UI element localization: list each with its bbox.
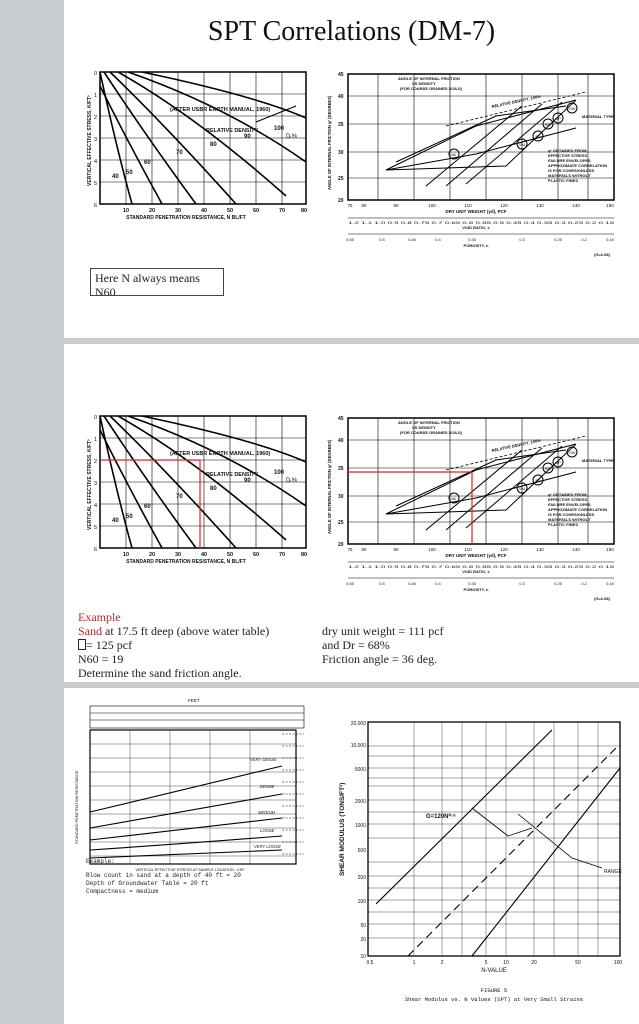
spt-density-chart [70,694,318,884]
y-tick: 45 [338,72,344,78]
note-line: EFFECTIVE STRESS [548,153,588,158]
heading-line: VS DENSITY [412,81,436,86]
y-tick: 40 [338,94,344,100]
x-tick: 20 [148,208,156,214]
y-tick: 4 [94,503,98,509]
porosity-tick: 0.5 [379,581,385,586]
example-line-3: N60 = 19 [78,652,124,666]
example-trace [348,472,472,544]
answer-line-3: Friction angle = 36 deg. [322,652,438,666]
x-axis-label: STANDARD PENETRATION RESISTANCE, N BL/FT [126,215,246,221]
note-line: FAILURE ENVELOPES [548,502,591,507]
soil-type: GP [555,116,561,121]
note-line: FAILURE ENVELOPES [548,158,591,163]
curve-label: 80 [210,142,217,148]
slide-title: SPT Correlations (DM-7) [207,16,496,47]
dr-label: Dᵣ% [286,478,298,484]
y-tick: 50 [360,923,366,929]
density-label: LOOSE [260,828,275,833]
x-tick: 1 [412,960,416,966]
y-tick: 100 [357,899,366,905]
friction-angle-chart [326,66,630,262]
example-label: Example: [86,858,115,865]
soil-type: SM [519,486,525,491]
note-line: APPROXIMATE CORRELATION [548,507,608,512]
x-tick: 70 [278,552,286,558]
x-tick: 0.5 [366,960,374,966]
y-tick: 2 [94,115,98,121]
x-tick: 150 [606,547,614,552]
range-arrows [472,808,532,836]
y-tick: 4 [94,159,98,165]
porosity-tick: 0.35 [468,581,476,586]
y-tick: 5 [94,181,98,187]
figure-caption: Shear Modulus vs. N Values (SPT) at Very Small Strains [404,996,584,1003]
curve-label: 80 [210,486,217,492]
porosity-tick: 0.4 [435,237,441,242]
soil-type: ML [451,152,457,157]
y-tick: 25 [338,176,344,182]
density-label: RELATIVE DENSITY [206,472,259,478]
y-tick: 20 [360,937,366,943]
curve-label: 70 [176,494,183,500]
y-tick: 0 [94,71,98,77]
x-tick: 110 [464,203,472,208]
density-label: VERY LOOSE [254,844,281,849]
y-tick: 10,000 [350,743,366,749]
density-label: DENSE [260,784,275,789]
y-tick: 10 [360,954,366,960]
porosity-tick: 0.2 [581,237,587,242]
feet-label: FEET [188,698,200,703]
note-line: φ' OBTAINED FROM [548,492,587,497]
y-tick: 40 [338,438,344,444]
x-tick: 100 [613,960,623,966]
porosity-tick: 0.55 [346,237,354,242]
rel-density-label: RELATIVE DENSITY, 100% [491,437,542,453]
note-line: MATERIALS WITHOUT [548,517,591,522]
x-tick: 90 [393,203,399,208]
y-tick: 500 [357,848,366,854]
note-line: MATERIALS WITHOUT [548,173,591,178]
porosity-tick: 0.3 [519,581,525,586]
x-tick: 80 [361,547,367,552]
void-ratio-ticks: 1.2 1.1 1.0 0.9 0.8 0.75 0.7 0.65 0.6 0.55 0.5 0.45 0.4 0.35 0.3 0.25 0.2 0.15 [348,221,614,225]
y-tick: 6 [94,203,98,209]
y-tick: 45 [338,416,344,422]
mean-line [408,744,620,956]
example-notes [86,858,316,896]
x-tick: 80 [300,552,308,558]
log-grid [368,722,620,956]
y-tick: 3 [94,137,98,143]
y-axis-label: ANGLE OF INTERNAL FRICTION φ' (DEGREES) [327,95,332,190]
x-tick: 130 [536,547,544,552]
x-axis-label: VERTICAL EFFECTIVE STRESS AT SAMPLE LOCATION - KSF [135,868,245,872]
x-tick: 50 [226,552,234,558]
note-line: IS FOR COHESIONLESS [548,512,595,517]
note-line-1: Here N always means [95,271,200,285]
x-tick: 50 [575,960,581,966]
note-line: PLASTIC FINES [548,178,579,183]
x-tick: 60 [252,208,260,214]
unit-weight-symbol [78,639,86,650]
y-tick: 1 [94,93,98,99]
x-tick: 20 [531,960,537,966]
overburden-chart-example [86,410,314,570]
figure-label: FIGURE 5 [480,987,508,994]
x-tick: 80 [300,208,308,214]
heading-line: ANGLE OF INTERNAL FRICTION [398,76,460,81]
example-line-1 [78,624,328,638]
porosity-tick: 0.55 [346,581,354,586]
y-tick: 200 [357,875,366,881]
y-tick: 35 [338,466,344,472]
depth-scale-box [90,706,304,728]
curve-label: 70 [176,150,183,156]
x-tick: 60 [252,552,260,558]
curve-label: 90 [244,478,251,484]
y-tick: 30 [338,494,344,500]
y-tick: 20,000 [350,721,366,727]
note-box [90,268,224,296]
x-tick: 2 [440,960,444,966]
example-block [78,610,328,680]
density-label: VERY DENSE [250,757,277,762]
heading-line: (FOR COARSE GRAINED SOILS) [400,430,463,435]
note-line-2: N60 [95,285,116,296]
x-axis-label: STANDARD PENETRATION RESISTANCE, N BL/FT [126,559,246,565]
x-tick: 150 [606,203,614,208]
x-tick: 10 [122,552,130,558]
soil-type: GP [555,460,561,465]
example-title: Example [78,610,121,624]
porosity-tick: 0.15 [606,237,614,242]
y-tick: 35 [338,122,344,128]
curve-label: 40 [112,518,119,524]
y-tick: 0 [94,415,98,421]
example-line-4: Determine the sand friction angle. [78,666,242,680]
chart-frame [368,722,620,956]
porosity-tick: 0.25 [554,581,562,586]
x-tick: 130 [536,203,544,208]
void-ratio-ticks: 1.2 1.1 1.0 0.9 0.8 0.75 0.7 0.65 0.6 0.55 0.5 0.45 0.4 0.35 0.3 0.25 0.2 0.15 [348,565,614,569]
friction-angle-chart-example [326,410,630,606]
x-tick: 20 [148,552,156,558]
curve-label: 100 [274,470,285,476]
porosity-tick: 0.3 [519,237,525,242]
porosity-tick: 0.15 [606,581,614,586]
example-sand-word: Sand [78,624,102,638]
shear-modulus-chart [322,716,634,1016]
x-tick: 110 [464,547,472,552]
x-tick: 120 [500,203,508,208]
example-depth-text: at 17.5 ft deep (above water table) [102,624,270,638]
source-label: (AFTER USBR EARTH MANUAL, 1960) [170,451,271,457]
y-tick: 6 [94,547,98,553]
y-axis-label: STANDARD PENETRATION RESISTANCE [75,770,79,844]
curve-label: 90 [244,134,251,140]
curve-label: 40 [112,174,119,180]
y-tick: 20 [338,542,344,548]
answer-line-2: and Dr = 68% [322,638,390,652]
porosity-label: POROSITY, n [463,243,489,248]
x-tick: 40 [200,552,208,558]
slide-2 [64,344,639,682]
note-line: APPROXIMATE CORRELATION [548,163,608,168]
note-line: φ' OBTAINED FROM [548,148,587,153]
y-tick: 2000 [354,799,366,805]
x-tick: 100 [428,203,436,208]
range-label: RANGE [604,869,622,875]
x-tick: 5 [484,960,488,966]
soil-type: ML [451,496,457,501]
y-tick: 5000 [354,767,366,773]
heading-line: (FOR COARSE GRAINED SOILS) [400,86,463,91]
heading-line: VS DENSITY [412,425,436,430]
soil-type: SP [535,478,541,483]
unit-weight-text: = 125 pcf [86,638,133,652]
x-axis-label: N-VALUE [481,968,507,974]
y-axis-label: SHEAR MODULUS (TONS/FT²) [339,782,346,876]
y-tick: 5 [94,525,98,531]
slide-1 [64,0,639,338]
x-tick: 30 [174,552,182,558]
soil-type: GW [568,450,576,455]
equation-label: G=120N⁰·⁸ [426,814,456,820]
y-tick: 3 [94,481,98,487]
source-label: (AFTER USBR EARTH MANUAL, 1960) [170,107,271,113]
x-tick: 80 [361,203,367,208]
x-axis-label: DRY UNIT WEIGHT (γd), PCF [445,553,507,558]
gs-note: (G=2.68) [594,252,610,257]
x-tick: 100 [428,547,436,552]
slide-3 [64,688,639,1024]
soil-type: SW [544,466,552,471]
x-tick: 10 [122,208,130,214]
density-label: MEDIUM [258,810,275,815]
y-axis-label: VERTICAL EFFECTIVE STRESS, K/FT² [87,439,93,530]
material-type-label: MATERIAL TYPE [582,458,614,463]
x-tick: 75 [347,547,353,552]
curve-label: 100 [274,126,285,132]
x-tick: 10 [503,960,509,966]
y-tick: 2 [94,459,98,465]
x-tick: 140 [572,547,580,552]
answer-line-1: dry unit weight = 111 pcf [322,624,444,638]
soil-type: SM [519,142,525,147]
porosity-tick: 0.4 [435,581,441,586]
heading-line: ANGLE OF INTERNAL FRICTION [398,420,460,425]
soil-type: SW [544,122,552,127]
note-line: PLASTIC FINES [548,522,579,527]
soil-type: GW [568,106,576,111]
curve-label: 60 [144,160,151,166]
porosity-tick: 0.45 [408,581,416,586]
overburden-chart [86,66,314,226]
material-type-label: MATERIAL TYPE [582,114,614,119]
example-note: Blow count in sand at a depth of 40 ft = 20 [86,872,241,879]
y-tick: 1000 [354,823,366,829]
note-line: EFFECTIVE STRESS [548,497,588,502]
x-tick: 70 [278,208,286,214]
porosity-label: POROSITY, n [463,587,489,592]
void-ratio-label: VOID RATIO, e [462,569,490,574]
porosity-tick: 0.5 [379,237,385,242]
y-axis-label: VERTICAL EFFECTIVE STRESS, K/FT² [87,95,93,186]
x-tick: 140 [572,203,580,208]
porosity-tick: 0.25 [554,237,562,242]
x-tick: 40 [200,208,208,214]
x-tick: 50 [226,208,234,214]
soil-type: SP [535,134,541,139]
y-axis-label: ANGLE OF INTERNAL FRICTION φ' (DEGREES) [327,439,332,534]
y-tick: 30 [338,150,344,156]
y-tick: 25 [338,520,344,526]
dr-label: Dᵣ% [286,134,298,140]
note-line: IS FOR COHESIONLESS [548,168,595,173]
x-tick: 120 [500,547,508,552]
example-answer [322,624,582,666]
porosity-tick: 0.45 [408,237,416,242]
porosity-tick: 0.2 [581,581,587,586]
x-tick: 90 [393,547,399,552]
curve-label: 50 [126,170,133,176]
example-note: Compactness = medium [86,888,159,895]
y-tick: 1 [94,437,98,443]
void-ratio-label: VOID RATIO, e [462,225,490,230]
curve-label: 60 [144,504,151,510]
rel-density-label: RELATIVE DENSITY, 100% [491,93,542,109]
example-line-2 [78,638,328,652]
density-label: RELATIVE DENSITY [206,128,259,134]
x-axis-label: DRY UNIT WEIGHT (γd), PCF [445,209,507,214]
x-tick: 75 [347,203,353,208]
curve-label: 50 [126,514,133,520]
x-tick: 30 [174,208,182,214]
gs-note: (G=2.68) [594,596,610,601]
porosity-tick: 0.35 [468,237,476,242]
y-tick: 20 [338,198,344,204]
example-note: Depth of Groundwater Table = 20 ft [86,880,209,887]
